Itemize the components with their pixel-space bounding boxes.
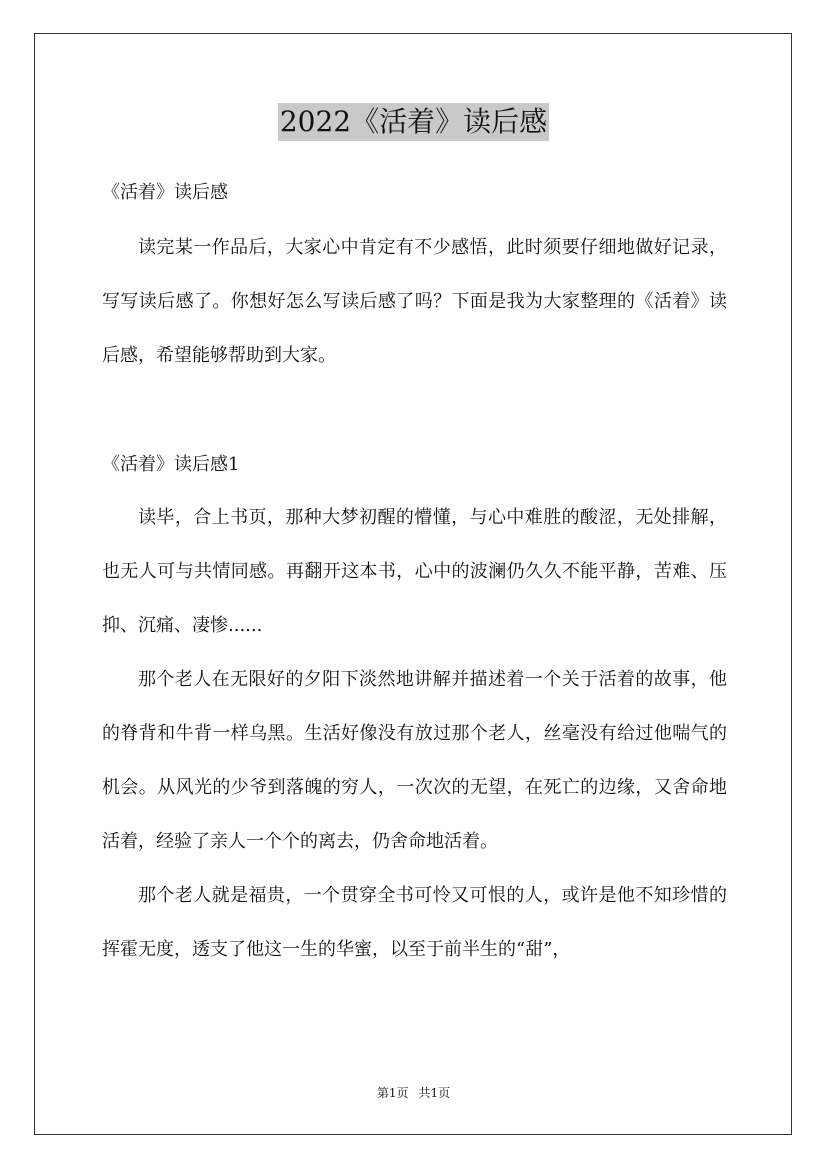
subtitle: 《活着》读后感 — [102, 182, 228, 203]
intro-block — [102, 221, 727, 383]
body-paragraph-2: 那个老人在无限好的夕阳下淡然地讲解并描述着一个关于活着的故事，他的脊背和牛背一样乌黑。生活好像没有放过那个老人，丝毫没有给过他喘气的机会。从风光的少爷到落魄的穷人，一次次的无望，在死亡的边缘，又舍命地活着，经验了亲人一个个的离去，仍舍命地活着。 — [102, 669, 727, 852]
body-paragraph-1: 读毕，合上书页，那种大梦初醒的懵懂，与心中难胜的酸涩，无处排解，也无人可与共情同感。再翻开这本书，心中的波澜仍久久不能平静，苦难、压抑、沉痛、凄惨...... — [102, 507, 727, 636]
section-heading: 《活着》读后感1 — [102, 454, 240, 475]
body-paragraph-3: 那个老人就是福贵，一个贯穿全书可怜又可恨的人，或许是他不知珍惜的挥霍无度，透支了他这一生的华蜜，以至于前半生的“甜”， — [102, 885, 727, 960]
page-total: 共1页 — [418, 1086, 451, 1100]
body-block — [102, 491, 727, 977]
page-number: 第1页 — [376, 1086, 409, 1100]
intro-paragraph: 读完某一作品后，大家心中肯定有不少感悟，此时须要仔细地做好记录，写写读后感了。你想好怎么写读后感了吗？下面是我为大家整理的《活着》读后感，希望能够帮助到大家。 — [102, 237, 727, 366]
page-footer — [0, 1084, 827, 1101]
title-container — [0, 103, 827, 141]
document-title: 2022《活着》读后感 — [278, 103, 549, 141]
